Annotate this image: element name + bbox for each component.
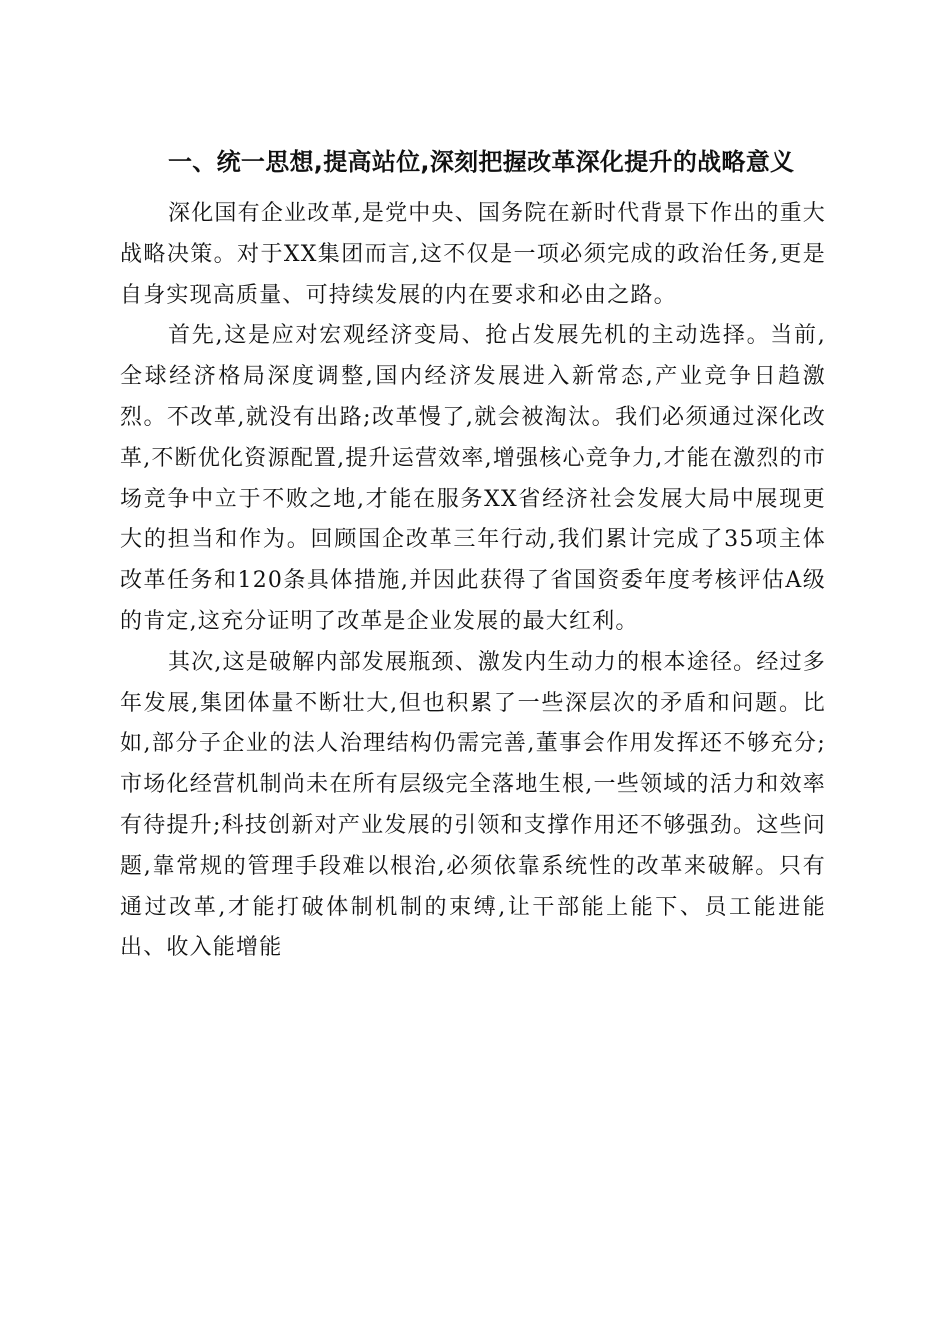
document-body	[120, 142, 826, 969]
paragraph-intro: 深化国有企业改革,是党中央、国务院在新时代背景下作出的重大战略决策。对于XX集团而言,这不仅是一项必须完成的政治任务,更是自身实现高质量、可持续发展的内在要求和必由之路。	[120, 201, 826, 308]
paragraph-first-point: 首先,这是应对宏观经济变局、抢占发展先机的主动选择。当前,全球经济格局深度调整,国内经济发展进入新常态,产业竞争日趋激烈。不改革,就没有出路;改革慢了,就会被淘汰。我们必须通过深化改革,不断优化资源配置,提升运营效率,增强核心竞争力,才能在激烈的市场竞争中立于不败之地,才能在服务XX省经济社会发展大局中展现更大的担当和作为。回顾国企改革三年行动,我们累计完成了35项主体改革任务和120条具体措施,并因此获得了省国资委年度考核评估A级的肯定,这充分证明了改革是企业发展的最大红利。	[120, 323, 826, 634]
section-heading: 一、统一思想,提高站位,深刻把握改革深化提升的战略意义	[168, 148, 795, 176]
paragraph-second-point: 其次,这是破解内部发展瓶颈、激发内生动力的根本途径。经过多年发展,集团体量不断壮大,但也积累了一些深层次的矛盾和问题。比如,部分子企业的法人治理结构仍需完善,董事会作用发挥还不够充分;市场化经营机制尚未在所有层级完全落地生根,一些领域的活力和效率有待提升;科技创新对产业发展的引领和支撑作用还不够强劲。这些问题,靠常规的管理手段难以根治,必须依靠系统性的改革来破解。只有通过改革,才能打破体制机制的束缚,让干部能上能下、员工能进能出、收入能增能	[120, 649, 826, 961]
